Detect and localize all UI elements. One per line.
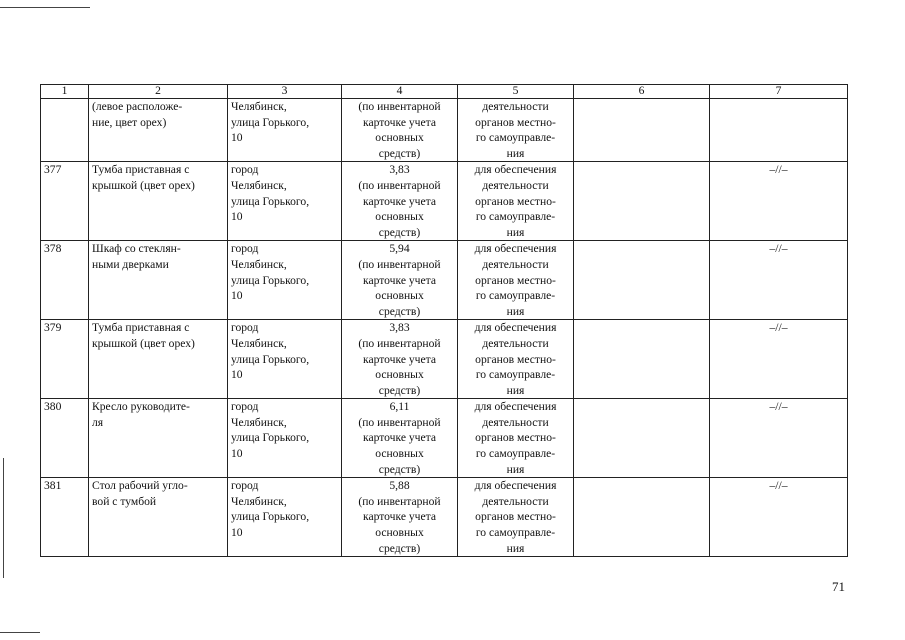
item-col7-text: –//– (769, 479, 788, 493)
table-row (41, 478, 848, 557)
item-purpose-text: для обеспечения деятельности органов местно- го самоуправле- ния (474, 479, 557, 555)
table-row (41, 162, 848, 241)
item-value-text: 3,83 (по инвентарной карточке учета основных средств) (358, 321, 441, 397)
item-col6 (574, 241, 710, 320)
scan-artifact-bottom (0, 632, 40, 633)
item-name (89, 320, 228, 399)
header-col-6: 6 (574, 85, 710, 99)
header-col-7: 7 (710, 85, 848, 99)
item-purpose (458, 99, 574, 162)
item-col7 (710, 320, 848, 399)
table-row (41, 399, 848, 478)
item-name-text: Кресло руководите- ля (92, 400, 190, 429)
item-name (89, 241, 228, 320)
item-purpose (458, 478, 574, 557)
header-col-2: 2 (89, 85, 228, 99)
item-address-text: город Челябинск, улица Горького, 10 (231, 321, 310, 382)
item-col7 (710, 241, 848, 320)
item-address-text: город Челябинск, улица Горького, 10 (231, 479, 310, 540)
row-number (41, 241, 89, 320)
item-address-text: город Челябинск, улица Горького, 10 (231, 163, 310, 224)
item-purpose-text: для обеспечения деятельности органов местно- го самоуправле- ния (474, 321, 557, 397)
item-purpose-text: для обеспечения деятельности органов местно- го самоуправле- ния (474, 163, 557, 239)
header-col-4: 4 (342, 85, 458, 99)
scan-artifact-left (3, 458, 4, 578)
header-col-1: 1 (41, 85, 89, 99)
table-header-row (41, 85, 848, 99)
item-col6 (574, 320, 710, 399)
item-value-text: 5,88 (по инвентарной карточке учета основных средств) (358, 479, 441, 555)
item-address-text: город Челябинск, улица Горького, 10 (231, 400, 310, 461)
item-value-text: 6,11 (по инвентарной карточке учета основных средств) (358, 400, 441, 476)
row-number (41, 399, 89, 478)
item-name (89, 399, 228, 478)
item-value-text: (по инвентарной карточке учета основных средств) (358, 100, 441, 160)
table-row (41, 99, 848, 162)
item-address (228, 320, 342, 399)
item-address (228, 399, 342, 478)
inventory-table (40, 84, 848, 557)
item-purpose-text: для обеспечения деятельности органов местно- го самоуправле- ния (474, 242, 557, 318)
item-col7-text: –//– (769, 321, 788, 335)
item-value (342, 99, 458, 162)
item-address (228, 162, 342, 241)
item-value (342, 478, 458, 557)
row-number (41, 320, 89, 399)
item-name-text: Тумба приставная с крышкой (цвет орех) (92, 321, 195, 350)
item-col7 (710, 478, 848, 557)
item-value-text: 3,83 (по инвентарной карточке учета основных средств) (358, 163, 441, 239)
item-value (342, 162, 458, 241)
item-col7 (710, 399, 848, 478)
item-purpose-text: деятельности органов местно- го самоуправле- ния (475, 100, 556, 160)
item-name-text: (левое расположе- ние, цвет орех) (92, 100, 183, 129)
item-purpose-text: для обеспечения деятельности органов местно- го самоуправле- ния (474, 400, 557, 476)
item-name-text: Тумба приставная с крышкой (цвет орех) (92, 163, 195, 192)
table-row (41, 320, 848, 399)
item-col7-text: –//– (769, 242, 788, 256)
item-col7-text: –//– (769, 400, 788, 414)
item-col6 (574, 162, 710, 241)
header-col-5: 5 (458, 85, 574, 99)
row-number-text: 381 (44, 479, 62, 493)
item-value (342, 399, 458, 478)
item-purpose (458, 320, 574, 399)
item-name (89, 162, 228, 241)
item-address (228, 241, 342, 320)
item-address (228, 478, 342, 557)
scan-artifact-top (0, 7, 90, 8)
item-name (89, 478, 228, 557)
table-row (41, 241, 848, 320)
row-number (41, 478, 89, 557)
item-name (89, 99, 228, 162)
item-col7 (710, 99, 848, 162)
row-number-text: 380 (44, 400, 62, 414)
row-number (41, 162, 89, 241)
row-number (41, 99, 89, 162)
item-name-text: Стол рабочий угло- вой с тумбой (92, 479, 188, 508)
item-value (342, 320, 458, 399)
item-address-text: город Челябинск, улица Горького, 10 (231, 242, 310, 303)
header-col-3: 3 (228, 85, 342, 99)
row-number-text: 378 (44, 242, 62, 256)
page-number: 71 (832, 579, 845, 594)
item-col6 (574, 99, 710, 162)
item-purpose (458, 241, 574, 320)
item-col7-text: –//– (769, 163, 788, 177)
item-address-text: Челябинск, улица Горького, 10 (231, 100, 310, 145)
item-col6 (574, 478, 710, 557)
item-purpose (458, 399, 574, 478)
item-address (228, 99, 342, 162)
row-number-text: 377 (44, 163, 62, 177)
item-name-text: Шкаф со стеклян- ными дверками (92, 242, 181, 271)
item-purpose (458, 162, 574, 241)
row-number-text: 379 (44, 321, 62, 335)
item-col6 (574, 399, 710, 478)
item-value (342, 241, 458, 320)
item-col7 (710, 162, 848, 241)
item-value-text: 5,94 (по инвентарной карточке учета основных средств) (358, 242, 441, 318)
